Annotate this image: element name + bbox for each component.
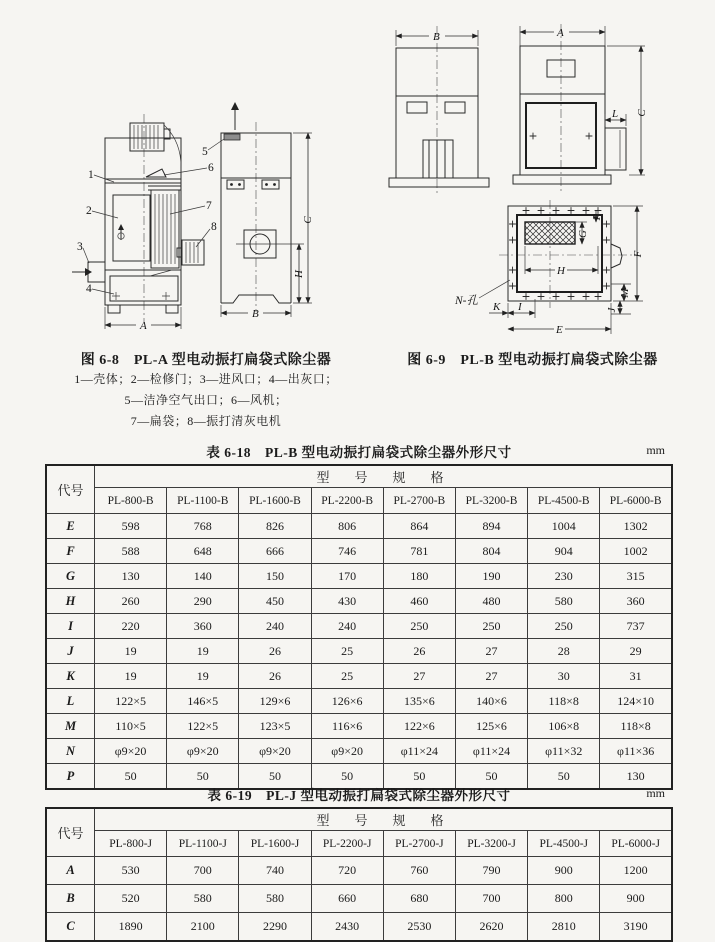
dim-label-K: K — [493, 301, 501, 313]
model-header: PL-6000-B — [600, 488, 672, 514]
model-spec-header: 型 号 规 格 — [95, 465, 673, 488]
row-code-label: E — [46, 514, 95, 539]
dimension-cell: φ11×32 — [528, 739, 600, 764]
dimension-cell: φ11×36 — [600, 739, 672, 764]
fig69-caption — [385, 349, 680, 369]
row-code-label: M — [46, 714, 95, 739]
dimension-cell: 150 — [239, 564, 311, 589]
dimension-cell: 700 — [167, 857, 239, 885]
fan-outlet-icon — [146, 169, 166, 177]
table-6-18-unit: mm — [646, 443, 665, 457]
dimension-cell: 580 — [239, 885, 311, 913]
dim-G — [575, 222, 589, 244]
dimension-cell: 50 — [311, 764, 383, 790]
ash-drawer — [105, 270, 181, 301]
dimension-cell: 220 — [95, 614, 167, 639]
vent-right — [445, 102, 465, 113]
dimension-cell: 680 — [383, 885, 455, 913]
dim-label-F: F — [632, 250, 644, 258]
table-6-18 — [45, 464, 673, 790]
row-code-label: C — [46, 913, 95, 942]
dimension-cell: 50 — [528, 764, 600, 790]
dimension-cell: 580 — [528, 589, 600, 614]
dimension-cell: 1890 — [95, 913, 167, 942]
model-header: PL-3200-B — [455, 488, 527, 514]
fig68-legend-line-2: 5—洁净空气出口；6—风机； — [124, 393, 288, 407]
dimension-cell: 50 — [383, 764, 455, 790]
dimension-cell: 648 — [167, 539, 239, 564]
dimension-cell: 1004 — [528, 514, 600, 539]
callout-5: 5 — [202, 146, 208, 158]
dimension-cell: 580 — [167, 885, 239, 913]
table-row — [46, 564, 672, 589]
model-header: PL-3200-J — [455, 831, 527, 857]
table-row — [46, 589, 672, 614]
dimension-cell: 1002 — [600, 539, 672, 564]
fan-motor-icon — [130, 123, 181, 170]
dimension-cell: 50 — [455, 764, 527, 790]
dimension-cell: 26 — [383, 639, 455, 664]
dimension-cell: 900 — [600, 885, 672, 913]
dim-A — [105, 307, 181, 332]
row-code-label: L — [46, 689, 95, 714]
dim-K — [489, 299, 535, 318]
model-header: PL-4500-B — [528, 488, 600, 514]
dimension-cell: 50 — [95, 764, 167, 790]
callout-3: 3 — [77, 241, 83, 253]
dimension-cell: 430 — [311, 589, 383, 614]
dimension-cell: 660 — [311, 885, 383, 913]
dim-label-C: C — [302, 216, 314, 224]
airflow-in-arrow-icon — [72, 268, 92, 276]
dimension-cell: 2530 — [383, 913, 455, 942]
table-6-19-title: 表 6-19 PL-J 型电动振打扁袋式除尘器外形尺寸 — [207, 788, 511, 803]
row-code-label: N — [46, 739, 95, 764]
dimension-cell: 806 — [311, 514, 383, 539]
dimension-cell: 826 — [239, 514, 311, 539]
dimension-cell: 588 — [95, 539, 167, 564]
outlet-vent — [224, 134, 240, 140]
dimension-cell: 19 — [95, 664, 167, 689]
dimension-cell: 894 — [455, 514, 527, 539]
model-spec-header: 型 号 规 格 — [95, 808, 673, 831]
dimension-cell: 27 — [455, 664, 527, 689]
callout-8: 8 — [211, 221, 217, 233]
dimension-cell: φ9×20 — [167, 739, 239, 764]
row-code-label: G — [46, 564, 95, 589]
hole-count-label: N-孔 — [455, 295, 478, 307]
dim-label-I: I — [518, 301, 522, 313]
dimension-cell: 315 — [600, 564, 672, 589]
dimension-cell: 230 — [528, 564, 600, 589]
dimension-cell: 2290 — [239, 913, 311, 942]
dimension-cell: φ11×24 — [455, 739, 527, 764]
dimension-cell: 31 — [600, 664, 672, 689]
dimension-cell: 290 — [167, 589, 239, 614]
dimension-cell: 781 — [383, 539, 455, 564]
dimension-cell: 460 — [383, 589, 455, 614]
dimension-cell: 360 — [167, 614, 239, 639]
row-code-label: I — [46, 614, 95, 639]
dimension-cell: 2100 — [167, 913, 239, 942]
dimension-cell: 804 — [455, 539, 527, 564]
dimension-cell: 250 — [455, 614, 527, 639]
dimension-cell: 520 — [95, 885, 167, 913]
dimension-cell: 170 — [311, 564, 383, 589]
model-header: PL-800-B — [95, 488, 167, 514]
dimension-cell: 2430 — [311, 913, 383, 942]
table-6-19 — [45, 807, 673, 942]
dimension-cell: 130 — [600, 764, 672, 790]
dim-B — [221, 305, 291, 320]
table-row — [46, 714, 672, 739]
dimension-cell: 904 — [528, 539, 600, 564]
table-6-18-section — [45, 441, 673, 790]
dim-label-H: H — [293, 270, 305, 278]
n-hole-label — [454, 280, 510, 307]
feet — [105, 305, 181, 313]
dimension-cell: 450 — [239, 589, 311, 614]
dimension-cell: 123×5 — [239, 714, 311, 739]
callout-4: 4 — [86, 283, 92, 295]
dimension-cell: 260 — [95, 589, 167, 614]
dimension-cell: 900 — [528, 857, 600, 885]
dim-label-C: C — [636, 109, 648, 117]
table-row — [46, 885, 672, 913]
row-code-label: J — [46, 639, 95, 664]
row-code-label: B — [46, 885, 95, 913]
dim-label-B: B — [433, 31, 440, 43]
dimension-cell: 598 — [95, 514, 167, 539]
bag-pack-icon — [423, 140, 453, 178]
hinge-plates — [227, 180, 279, 189]
dim-label-J: J — [606, 307, 618, 313]
dimension-cell: 768 — [167, 514, 239, 539]
dim-M — [611, 284, 631, 301]
callout-7: 7 — [206, 200, 212, 212]
base-plate-left — [389, 178, 489, 187]
dimension-cell: 125×6 — [455, 714, 527, 739]
dimension-cell: 27 — [455, 639, 527, 664]
dimension-cell: 720 — [311, 857, 383, 885]
dimension-cell: 2620 — [455, 913, 527, 942]
fig68-left-view — [72, 114, 204, 332]
dim-label-P: P — [591, 213, 603, 221]
dimension-cell: 360 — [600, 589, 672, 614]
dimension-cell: 29 — [600, 639, 672, 664]
dimension-cell: 746 — [311, 539, 383, 564]
dimension-cell: 26 — [239, 639, 311, 664]
model-header: PL-800-J — [95, 831, 167, 857]
door-handle-icon — [118, 224, 124, 240]
dimension-cell: 240 — [311, 614, 383, 639]
dimension-cell: 124×10 — [600, 689, 672, 714]
code-column-header: 代号 — [46, 465, 95, 514]
fig69-front-view — [513, 24, 648, 194]
dimension-cell: 530 — [95, 857, 167, 885]
figure-6-9-drawing — [383, 18, 683, 348]
dimension-cell: 3190 — [600, 913, 672, 942]
dimension-cell: 126×6 — [311, 689, 383, 714]
dimension-cell: 240 — [239, 614, 311, 639]
dim-H — [293, 244, 305, 303]
dimension-cell: 140×6 — [455, 689, 527, 714]
dim-label-G: G — [577, 230, 589, 238]
dimension-cell: 790 — [455, 857, 527, 885]
dim-label-L: L — [612, 108, 619, 120]
vent-left — [407, 102, 427, 113]
flat-bag-module — [148, 186, 181, 268]
dimension-cell: 26 — [239, 664, 311, 689]
dimension-cell: 130 — [95, 564, 167, 589]
fig69-plan-view — [454, 200, 644, 336]
dimension-cell: 28 — [528, 639, 600, 664]
dimension-cell: 118×8 — [600, 714, 672, 739]
dimension-cell: 740 — [239, 857, 311, 885]
dim-F — [613, 206, 644, 301]
dimension-cell: 760 — [383, 857, 455, 885]
row-code-label: A — [46, 857, 95, 885]
dimension-cell: 110×5 — [95, 714, 167, 739]
dimension-cell: 19 — [95, 639, 167, 664]
dim-label-B: B — [252, 308, 259, 320]
dimension-cell: 106×8 — [528, 714, 600, 739]
callouts-right — [164, 139, 224, 247]
dimension-cell: 146×5 — [167, 689, 239, 714]
dimension-cell: 250 — [383, 614, 455, 639]
dimension-cell: 19 — [167, 664, 239, 689]
table-row — [46, 539, 672, 564]
table-6-19-section — [45, 784, 673, 942]
fig68-right-view — [164, 102, 314, 320]
model-header: PL-2200-B — [311, 488, 383, 514]
fig68-caption — [52, 349, 360, 432]
table-6-18-title: 表 6-18 PL-B 型电动振打扁袋式除尘器外形尺寸 — [206, 445, 512, 460]
dimension-cell: 666 — [239, 539, 311, 564]
duct-stub — [611, 244, 622, 268]
dimension-cell: 25 — [311, 639, 383, 664]
dimension-cell: 140 — [167, 564, 239, 589]
dimension-cell: 135×6 — [383, 689, 455, 714]
table-row — [46, 739, 672, 764]
dim-A69 — [520, 26, 605, 46]
model-header: PL-2200-J — [311, 831, 383, 857]
model-header: PL-4500-J — [528, 831, 600, 857]
dimension-cell: 118×8 — [528, 689, 600, 714]
dimension-cell: 122×5 — [167, 714, 239, 739]
row-code-label: H — [46, 589, 95, 614]
fig68-legend-line-3: 7—扁袋；8—振打清灰电机 — [130, 414, 282, 428]
figure-6-8-drawing — [58, 98, 358, 350]
dimension-cell: 19 — [167, 639, 239, 664]
dimension-cell: 25 — [311, 664, 383, 689]
inlet-opening-hatched — [525, 222, 575, 244]
dimension-cell: 30 — [528, 664, 600, 689]
code-column-header: 代号 — [46, 808, 95, 857]
dim-E — [508, 303, 611, 336]
inlet-port-icon — [236, 230, 304, 258]
dimension-cell: φ9×20 — [311, 739, 383, 764]
dimension-cell: 116×6 — [311, 714, 383, 739]
airflow-out-arrow-icon — [231, 102, 239, 130]
model-header: PL-1600-J — [239, 831, 311, 857]
table-row — [46, 689, 672, 714]
dimension-cell: 1200 — [600, 857, 672, 885]
dimension-cell: 180 — [383, 564, 455, 589]
table-row — [46, 857, 672, 885]
dim-H69 — [525, 246, 598, 277]
dim-J — [606, 301, 631, 314]
dimension-cell: 737 — [600, 614, 672, 639]
table-row — [46, 614, 672, 639]
table-row — [46, 664, 672, 689]
fig69-side-view — [389, 26, 489, 194]
fig68-title: 图 6-8 PL-A 型电动振打扁袋式除尘器 — [80, 353, 332, 368]
dimension-cell: 190 — [455, 564, 527, 589]
dimension-cell: 122×5 — [95, 689, 167, 714]
dimension-cell: 122×6 — [383, 714, 455, 739]
dimension-cell: 27 — [383, 664, 455, 689]
dimension-cell: 864 — [383, 514, 455, 539]
dimension-cell: 2810 — [528, 913, 600, 942]
model-header: PL-1100-B — [167, 488, 239, 514]
callout-2: 2 — [86, 205, 92, 217]
table-row — [46, 639, 672, 664]
model-header: PL-2700-J — [383, 831, 455, 857]
base-plate-right — [513, 175, 611, 184]
model-header: PL-1100-J — [167, 831, 239, 857]
table-row — [46, 514, 672, 539]
row-code-label: F — [46, 539, 95, 564]
dim-P — [591, 210, 603, 222]
dim-label-A: A — [140, 320, 147, 332]
model-header: PL-1600-B — [239, 488, 311, 514]
dim-label-E: E — [556, 324, 563, 336]
row-code-label: K — [46, 664, 95, 689]
row-code-label: P — [46, 764, 95, 790]
dimension-cell: φ11×24 — [383, 739, 455, 764]
dimension-cell: φ9×20 — [239, 739, 311, 764]
dimension-cell: 480 — [455, 589, 527, 614]
dimension-cell: φ9×20 — [95, 739, 167, 764]
dimension-cell: 1302 — [600, 514, 672, 539]
dimension-cell: 129×6 — [239, 689, 311, 714]
fig69-title: 图 6-9 PL-B 型电动振打扁袋式除尘器 — [407, 353, 658, 368]
dim-label-M: M — [619, 288, 631, 298]
dimension-cell: 700 — [455, 885, 527, 913]
table-6-19-unit: mm — [646, 786, 665, 800]
fig68-legend-line-1: 1—壳体；2—检修门；3—进风口；4—出灰口； — [74, 372, 338, 386]
table-row — [46, 913, 672, 942]
dim-label-H: H — [557, 265, 565, 277]
dimension-cell: 50 — [167, 764, 239, 790]
dimension-cell: 250 — [528, 614, 600, 639]
model-header: PL-2700-B — [383, 488, 455, 514]
side-duct — [605, 108, 626, 170]
dimension-cell: 50 — [239, 764, 311, 790]
dimension-cell: 800 — [528, 885, 600, 913]
callout-1: 1 — [88, 169, 94, 181]
callout-6: 6 — [208, 162, 214, 174]
dim-label-A: A — [557, 27, 564, 39]
model-header: PL-6000-J — [600, 831, 672, 857]
access-door — [113, 195, 150, 261]
